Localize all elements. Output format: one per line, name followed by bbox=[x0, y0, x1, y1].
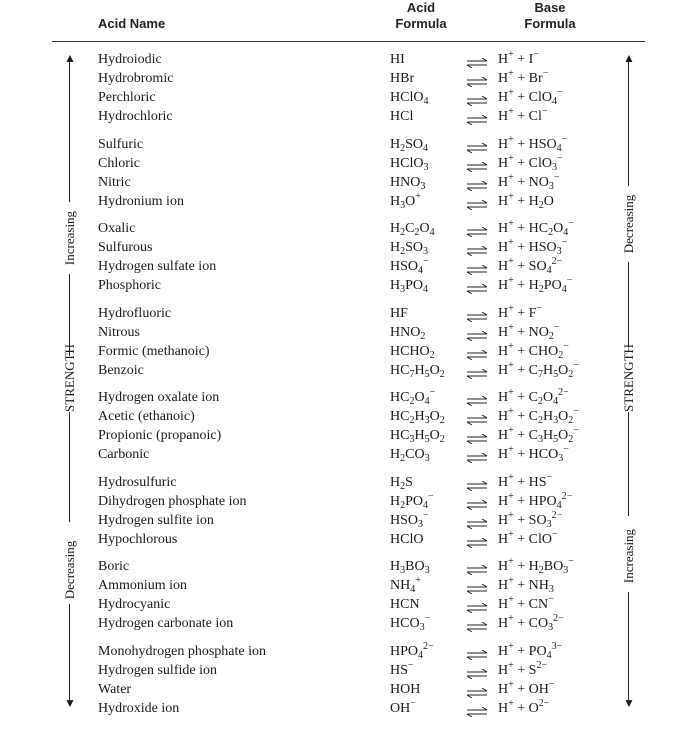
acid-name: Hypochlorous bbox=[98, 531, 178, 547]
acid-formula-header-line1: Acid bbox=[406, 0, 436, 15]
table-row bbox=[0, 596, 696, 614]
base-formula: H+ + Br− bbox=[498, 68, 549, 86]
base-formula: $H^+ + SO_4^{2-}$ bbox=[498, 256, 563, 276]
equilibrium-arrows-icon bbox=[466, 686, 488, 696]
equilibrium-arrows-icon bbox=[466, 367, 488, 377]
table-row bbox=[0, 640, 696, 661]
equilibrium-arrows-icon bbox=[466, 263, 488, 273]
base-formula: $H^+ + C_7H_5O_2^-$ bbox=[498, 359, 579, 380]
acid-formula: HBr bbox=[390, 71, 415, 86]
acid-formula: $H_3BO_3$ bbox=[390, 559, 430, 576]
acid-formula: OH− bbox=[390, 697, 416, 716]
table-row bbox=[0, 190, 696, 211]
acid-name: Propionic (propanoic) bbox=[98, 428, 222, 443]
base-formula-header-line2: Formula bbox=[524, 16, 576, 31]
equilibrium-arrows-icon bbox=[466, 56, 488, 66]
table-row bbox=[0, 220, 696, 238]
base-formula-header bbox=[500, 0, 600, 32]
acid-formula: HClO bbox=[390, 531, 424, 547]
acid-name: Hydrogen sulfide ion bbox=[98, 662, 217, 678]
base-formula-header-line1: Base bbox=[534, 0, 566, 15]
table-row bbox=[0, 389, 696, 407]
acid-formula: HF bbox=[390, 305, 408, 321]
base-formula: $H^+ + NO_3^-$ bbox=[498, 171, 560, 192]
base-formula: H+ + ClO$_3$− bbox=[498, 152, 563, 173]
acid-formula: $HPO_4^{2-}$ bbox=[390, 640, 434, 661]
acid-name: Formic (methanoic) bbox=[98, 343, 210, 359]
acid-name: Hydrogen oxalate ion bbox=[98, 390, 220, 405]
equilibrium-arrows-icon bbox=[466, 282, 488, 292]
base-formula: $H^+ + PO_4^{3-}$ bbox=[498, 640, 563, 661]
acid-name: Carbonic bbox=[98, 447, 150, 462]
table-row bbox=[0, 615, 696, 633]
table-row bbox=[0, 697, 696, 718]
equilibrium-arrows-icon bbox=[466, 179, 488, 189]
base-formula: $H^+ + HC_2O_4^-$ bbox=[498, 218, 574, 238]
table-row bbox=[0, 446, 696, 464]
acid-name: Nitrous bbox=[98, 324, 140, 340]
base-formula: $H^+ + NO_2^-$ bbox=[498, 321, 560, 342]
table-row bbox=[0, 528, 696, 549]
equilibrium-arrows-icon bbox=[466, 394, 488, 404]
equilibrium-arrows-icon bbox=[466, 479, 488, 489]
acid-name: Ammonium ion bbox=[98, 578, 188, 593]
base-formula: $H^+ + HSO_4^-$ bbox=[498, 133, 568, 154]
equilibrium-arrows-icon bbox=[466, 536, 488, 546]
acid-formula: $H_2SO_3$ bbox=[390, 240, 429, 257]
acid-formula: HClO$_4$ bbox=[390, 90, 429, 107]
equilibrium-arrows-icon bbox=[466, 141, 488, 151]
acid-name: Hydrosulfuric bbox=[98, 474, 177, 490]
acid-formula: $NH_4^+$ bbox=[390, 575, 421, 595]
acid-name: Hydroxide ion bbox=[98, 700, 180, 716]
acid-name: Hydrochloric bbox=[98, 109, 173, 124]
table-row bbox=[0, 340, 696, 361]
acid-name-header: Acid Name bbox=[98, 16, 166, 31]
header-rule bbox=[52, 41, 645, 42]
equilibrium-arrows-icon bbox=[466, 563, 488, 573]
acid-name: Hydrogen sulfite ion bbox=[98, 512, 214, 528]
equilibrium-arrows-icon bbox=[466, 648, 488, 658]
acid-name: Acetic (ethanoic) bbox=[98, 409, 195, 424]
base-formula: $H^+ + C_3H_5O_2^-$ bbox=[498, 425, 579, 445]
acid-formula: $HSO_4^-$ bbox=[390, 256, 429, 276]
equilibrium-arrows-icon bbox=[466, 94, 488, 104]
base-formula: H+ + Cl− bbox=[498, 106, 548, 124]
acid-formula: $HC_2O_4^-$ bbox=[390, 387, 436, 407]
equilibrium-arrows-icon bbox=[466, 667, 488, 677]
table-row bbox=[0, 577, 696, 595]
base-formula: $H^+ + CHO_2^-$ bbox=[498, 340, 569, 361]
table-row bbox=[0, 509, 696, 530]
equilibrium-arrows-icon bbox=[466, 620, 488, 630]
left-bottom-label: Decreasing bbox=[62, 540, 77, 600]
acid-formula-header bbox=[380, 0, 462, 32]
acid-formula: $H_2PO_4^-$ bbox=[390, 490, 434, 511]
table-row bbox=[0, 171, 696, 192]
equilibrium-arrows-icon bbox=[466, 582, 488, 592]
acid-formula: $H_3O^+$ bbox=[390, 190, 421, 211]
base-formula: $H^+ + SO_3^{2-}$ bbox=[498, 509, 563, 530]
acid-name: Dihydrogen phosphate ion bbox=[98, 493, 247, 509]
base-formula: $H^+ + O^{2-}$ bbox=[498, 697, 550, 716]
acid-formula: $HSO_3^-$ bbox=[390, 509, 429, 530]
equilibrium-arrows-icon bbox=[466, 413, 488, 423]
acid-formula: HCl bbox=[390, 109, 414, 124]
base-formula: $H^+ + H_2O$ bbox=[498, 190, 554, 211]
base-formula: $H^+ + CO_3^{2-}$ bbox=[498, 613, 564, 633]
acid-formula: $HNO_2$ bbox=[390, 324, 426, 342]
table-row bbox=[0, 89, 696, 107]
base-formula: $H^+ + NH_3$ bbox=[498, 575, 554, 595]
down-arrow-icon: ▼ bbox=[623, 696, 635, 710]
acid-formula: $H_3PO_4$ bbox=[390, 278, 429, 295]
base-formula: $H^+ + H_2BO_3^-$ bbox=[498, 556, 574, 576]
base-formula: $H^+ + HSO_3^-$ bbox=[498, 237, 568, 257]
equilibrium-arrows-icon bbox=[466, 310, 488, 320]
table-row bbox=[0, 490, 696, 511]
acid-formula: HI bbox=[390, 52, 405, 67]
acid-formula-header-line2: Formula bbox=[395, 16, 447, 31]
acid-formula: $HC_2H_3O_2$ bbox=[390, 409, 445, 426]
acid-formula: $H_2C_2O_4$ bbox=[390, 221, 435, 238]
acid-name: Hydrogen sulfate ion bbox=[98, 259, 217, 274]
acid-name: Boric bbox=[98, 559, 130, 574]
right-middle-label: STRENGTH bbox=[621, 344, 636, 412]
acid-name: Oxalic bbox=[98, 221, 136, 236]
base-formula: H+ + OH− bbox=[498, 678, 555, 697]
acid-name: Sulfuric bbox=[98, 136, 144, 152]
table-row bbox=[0, 70, 696, 88]
acid-name: Chloric bbox=[98, 155, 140, 171]
left-top-label: Increasing bbox=[62, 210, 77, 266]
base-formula: H+ + CN− bbox=[498, 594, 554, 612]
equilibrium-arrows-icon bbox=[466, 601, 488, 611]
equilibrium-arrows-icon bbox=[466, 225, 488, 235]
base-formula: $H^+ + C_2O_4^{2-}$ bbox=[498, 387, 569, 407]
acid-formula: $HC_3H_5O_2$ bbox=[390, 428, 445, 445]
base-formula: $H^+ + H_2PO_4^-$ bbox=[498, 275, 573, 295]
base-formula: H+ + F− bbox=[498, 302, 543, 321]
equilibrium-arrows-icon bbox=[466, 705, 488, 715]
acid-formula: HClO$_3$ bbox=[390, 155, 429, 173]
equilibrium-arrows-icon bbox=[466, 75, 488, 85]
right-bottom-label: Increasing bbox=[621, 528, 636, 584]
base-formula: H+ + HS− bbox=[498, 471, 553, 490]
table-row bbox=[0, 108, 696, 126]
table-row bbox=[0, 277, 696, 295]
acid-name: Water bbox=[98, 681, 132, 697]
equilibrium-arrows-icon bbox=[466, 517, 488, 527]
equilibrium-arrows-icon bbox=[466, 329, 488, 339]
base-formula: $H^+ + S^{2-}$ bbox=[498, 659, 548, 678]
right-top-label: Decreasing bbox=[621, 194, 636, 254]
table-row bbox=[0, 258, 696, 276]
base-formula: H+ + ClO$_4$− bbox=[498, 87, 563, 107]
acid-formula: $HCHO_2$ bbox=[390, 343, 435, 361]
table-row bbox=[0, 678, 696, 699]
equilibrium-arrows-icon bbox=[466, 160, 488, 170]
acid-name: Hydrocyanic bbox=[98, 597, 171, 612]
table-row bbox=[0, 659, 696, 680]
equilibrium-arrows-icon bbox=[466, 498, 488, 508]
acid-formula: HOH bbox=[390, 681, 421, 697]
base-formula: H+ + ClO− bbox=[498, 528, 558, 547]
acid-formula: $HNO_3$ bbox=[390, 174, 426, 192]
acid-name: Nitric bbox=[98, 174, 131, 190]
acid-formula: HCN bbox=[390, 597, 420, 612]
table-row bbox=[0, 359, 696, 380]
acid-name: Benzoic bbox=[98, 362, 144, 378]
acid-name: Sulfurous bbox=[98, 240, 153, 255]
left-middle-label: STRENGTH bbox=[62, 344, 77, 412]
acid-formula: $H_2SO_4$ bbox=[390, 136, 429, 154]
equilibrium-arrows-icon bbox=[466, 244, 488, 254]
table-row bbox=[0, 302, 696, 323]
acid-name: Hydrofluoric bbox=[98, 305, 172, 321]
acid-formula: $H_2CO_3$ bbox=[390, 447, 430, 464]
acid-name: Phosphoric bbox=[98, 278, 161, 293]
table-row bbox=[0, 239, 696, 257]
equilibrium-arrows-icon bbox=[466, 198, 488, 208]
table-row bbox=[0, 133, 696, 154]
table-row bbox=[0, 471, 696, 492]
base-formula: H+ + I− bbox=[498, 49, 539, 67]
acid-name: Hydrobromic bbox=[98, 71, 174, 86]
acid-name: Hydrogen carbonate ion bbox=[98, 616, 234, 631]
acid-name: Hydroiodic bbox=[98, 52, 162, 67]
acid-formula: $HC_7H_5O_2$ bbox=[390, 362, 445, 380]
acid-name: Hydronium ion bbox=[98, 193, 184, 209]
acid-formula: $H_2S$ bbox=[390, 474, 413, 492]
base-formula: $H^+ + HPO_4^{2-}$ bbox=[498, 490, 573, 511]
acid-formula: HS− bbox=[390, 659, 414, 678]
equilibrium-arrows-icon bbox=[466, 451, 488, 461]
equilibrium-arrows-icon bbox=[466, 348, 488, 358]
table-row bbox=[0, 152, 696, 173]
base-formula: $H^+ + C_2H_3O_2^-$ bbox=[498, 406, 579, 426]
base-formula: $H^+ + HCO_3^-$ bbox=[498, 444, 569, 464]
acid-name: Perchloric bbox=[98, 90, 156, 105]
table-row bbox=[0, 51, 696, 69]
down-arrow-icon: ▼ bbox=[64, 696, 76, 710]
table-row bbox=[0, 558, 696, 576]
up-arrow-icon: ▲ bbox=[623, 51, 635, 65]
table-row bbox=[0, 408, 696, 426]
table-row bbox=[0, 427, 696, 445]
up-arrow-icon: ▲ bbox=[64, 51, 76, 65]
equilibrium-arrows-icon bbox=[466, 432, 488, 442]
equilibrium-arrows-icon bbox=[466, 113, 488, 123]
acid-formula: $HCO_3^-$ bbox=[390, 613, 431, 633]
table-row bbox=[0, 321, 696, 342]
acid-name: Monohydrogen phosphate ion bbox=[98, 643, 266, 659]
